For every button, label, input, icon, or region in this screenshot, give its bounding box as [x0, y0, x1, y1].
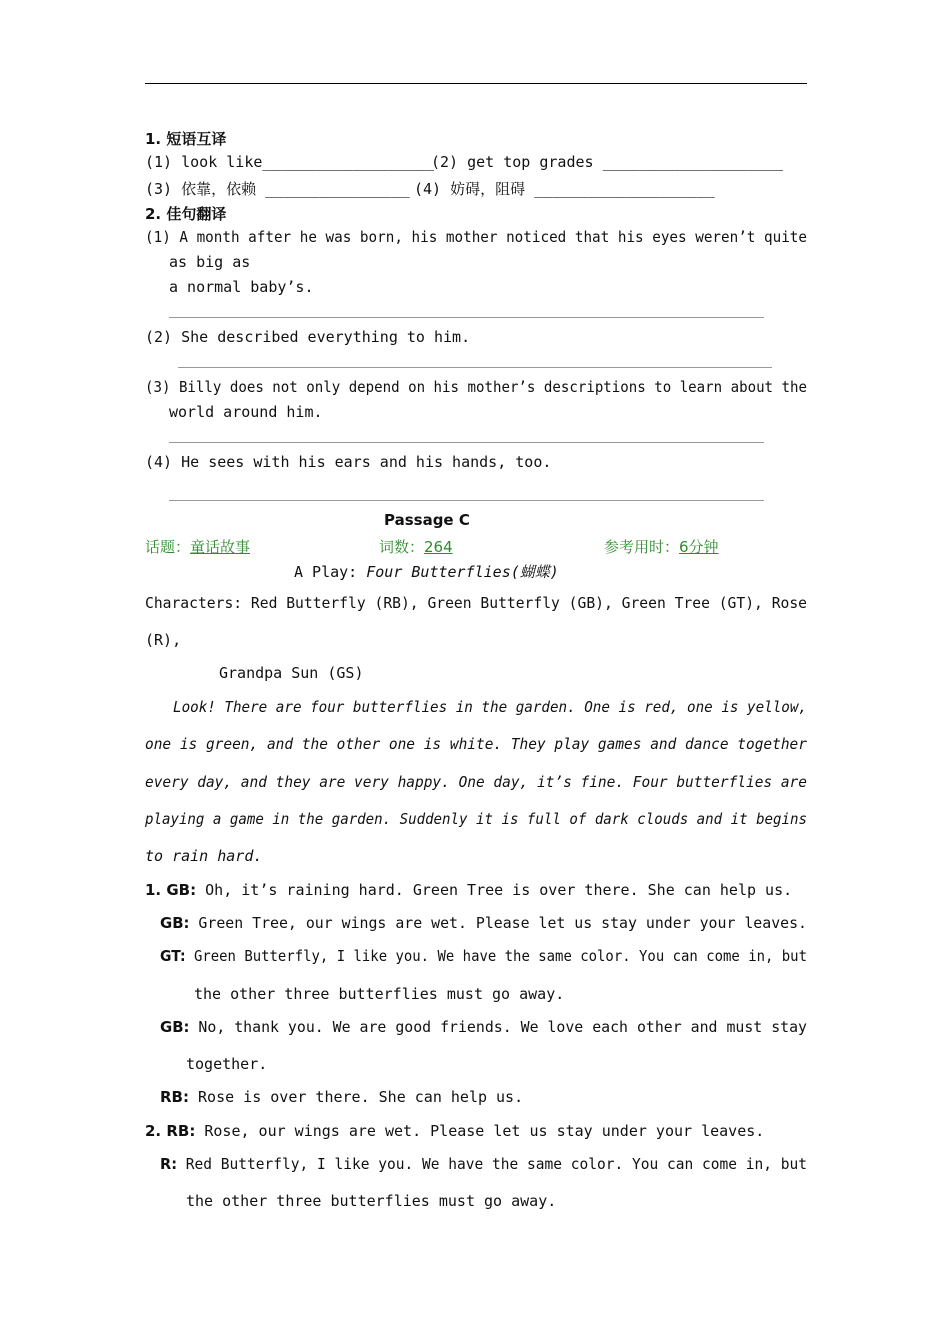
play-heading: [294, 561, 559, 582]
dialogue-5-text: Rose is over there. She can help us.: [188, 1088, 524, 1106]
dialogue-7-cont: the other three butterflies must go away.: [186, 1192, 557, 1210]
time-meta: [604, 536, 719, 557]
dialogue-3-text-1: Green Butterfly, I like you. We have the same color. You can come in, but: [185, 947, 807, 965]
dialogue-1-text: Oh, it’s raining hard. Green Tree is over there. She can help us.: [196, 881, 793, 899]
dialogue-6-text: Rose, our wings are wet. Please let us stay under your leaves.: [195, 1122, 765, 1140]
phrase-2: (2) get top grades ____________________: [431, 153, 784, 171]
dialogue-6-number: 2.: [145, 1122, 167, 1140]
time-label: 参考用时：: [604, 538, 680, 556]
dialogue-6: [145, 1122, 764, 1140]
sentence-4: (4) He sees with his ears and his hands, too.: [145, 453, 552, 471]
section1-heading: 1. 短语互译: [145, 130, 227, 148]
sentence-3-line2: world around him.: [169, 403, 323, 421]
dialogue-4-speaker: GB:: [160, 1018, 190, 1036]
dialogue-4-text-1: No, thank you. We are good friends. We love each other and must stay: [189, 1018, 807, 1036]
dialogue-4: [160, 1018, 807, 1036]
intro-line-2: one is green, and the other one is white. They play games and dance together: [145, 735, 807, 753]
words-meta: [379, 536, 453, 557]
dialogue-1: [145, 881, 792, 899]
dialogue-1-speaker: GB:: [166, 881, 197, 899]
dialogue-4-cont: together.: [186, 1055, 268, 1073]
topic-meta: [145, 536, 250, 557]
sentence-1-line2: as big as: [169, 253, 251, 271]
dialogue-7-text-1: Red Butterfly, I like you. We have the same color. You can come in, but: [177, 1155, 808, 1173]
play-title: Four Butterflies(蝴蝶): [366, 563, 559, 581]
words-label: 词数：: [379, 538, 425, 556]
words-value: 264: [424, 538, 453, 556]
dialogue-2: [160, 914, 807, 932]
phrase-1: (1) look like___________________: [145, 153, 434, 171]
intro-line-1: Look! There are four butterflies in the garden. One is red, one is yellow,: [173, 698, 807, 716]
sentence-1-line1: (1) A month after he was born, his mother noticed that his eyes weren’t quite: [145, 228, 807, 246]
dialogue-2-text: Green Tree, our wings are wet. Please let us stay under your leaves.: [189, 914, 807, 932]
dialogue-1-number: 1.: [145, 881, 167, 899]
passage-title: Passage C: [384, 511, 470, 529]
topic-value: 童话故事: [190, 538, 251, 556]
intro-line-4: playing a game in the garden. Suddenly it is full of dark clouds and it begins: [145, 810, 808, 828]
time-value: 6分钟: [679, 538, 719, 556]
dialogue-3-speaker: GT:: [160, 947, 186, 965]
header-rule: [145, 83, 807, 84]
section2-heading: 2. 佳句翻译: [145, 205, 227, 223]
characters-line2: (R),: [145, 631, 182, 649]
dialogue-5: [160, 1088, 523, 1106]
phrase-3: (3) 依靠，依赖 ________________: [145, 180, 410, 198]
answer-line-1: [169, 317, 764, 318]
characters-line3: Grandpa Sun (GS): [219, 664, 364, 682]
dialogue-7: [160, 1155, 807, 1173]
intro-line-3: every day, and they are very happy. One day, it’s fine. Four butterflies are: [145, 773, 807, 791]
answer-line-3: [169, 442, 764, 443]
dialogue-3: [160, 947, 807, 965]
intro-line-5: to rain hard.: [145, 847, 263, 865]
dialogue-5-speaker: RB:: [160, 1088, 189, 1106]
answer-line-2: [178, 367, 772, 368]
sentence-2: (2) She described everything to him.: [145, 328, 471, 346]
dialogue-3-cont: the other three butterflies must go away.: [194, 985, 565, 1003]
sentence-3-line1: (3) Billy does not only depend on his mother’s descriptions to learn about the: [145, 378, 808, 396]
dialogue-6-speaker: RB:: [166, 1122, 196, 1140]
dialogue-2-speaker: GB:: [160, 914, 190, 932]
characters-line1: Characters: Red Butterfly (RB), Green Butterfly (GB), Green Tree (GT), Rose: [145, 594, 808, 612]
play-prefix: A Play:: [294, 563, 367, 581]
topic-label: 话题：: [145, 538, 191, 556]
sentence-1-line3: a normal baby’s.: [169, 278, 314, 296]
answer-line-4: [169, 500, 764, 501]
phrase-4: (4) 妨碍，阻碍 ____________________: [414, 180, 715, 198]
dialogue-7-speaker: R:: [160, 1155, 178, 1173]
